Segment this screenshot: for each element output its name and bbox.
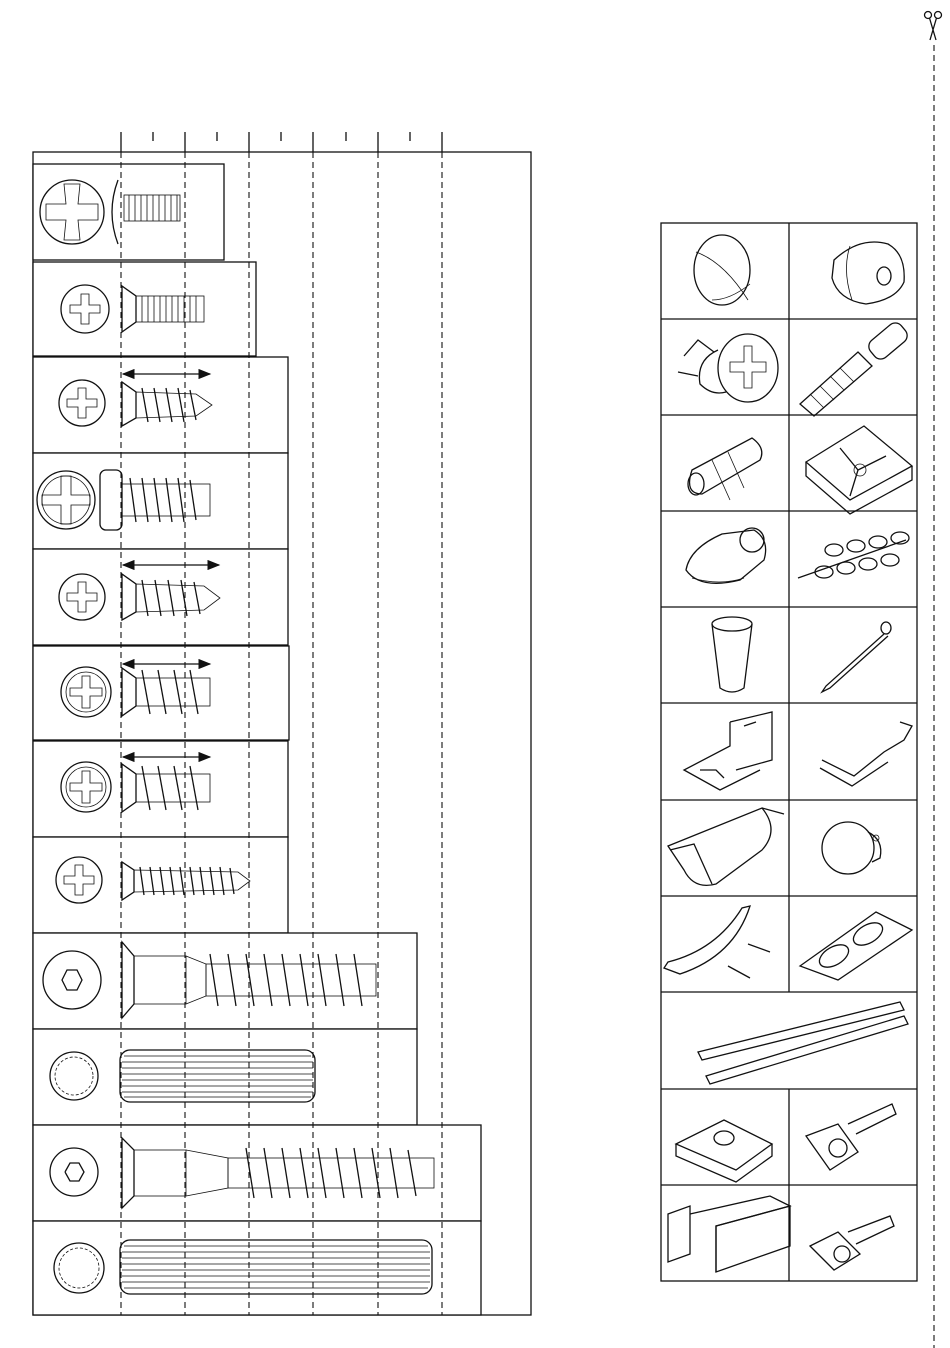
scissors-icon [925, 12, 942, 41]
allen-key-icon [820, 722, 912, 786]
cover-cap-icon [694, 235, 750, 305]
mounting-bracket-icon [668, 1196, 790, 1272]
knob-icon [822, 822, 881, 874]
wall-plug-icon [688, 438, 762, 500]
hinge-plate-icon [676, 1120, 772, 1182]
drawer-runners-icon [698, 1002, 908, 1084]
length-ruler [121, 132, 442, 152]
felt-pad-strip-icon [798, 532, 909, 578]
cam-bolt-dowel-icon [800, 320, 910, 416]
curved-bracket-with-screws-icon [664, 906, 770, 978]
row-box [33, 549, 288, 645]
shelf-support-icon [686, 528, 766, 583]
row-box [33, 164, 224, 260]
row-box [33, 933, 417, 1029]
row-box [33, 646, 289, 740]
screw-chart-rows [33, 164, 481, 1315]
concealed-hinge-small-icon [810, 1216, 894, 1270]
row-box [33, 262, 256, 356]
row-box [33, 1125, 481, 1221]
cam-lock-icon [678, 334, 778, 402]
row-box [33, 741, 288, 837]
plastic-leg-icon [712, 617, 752, 692]
row-box [33, 1029, 417, 1125]
angle-bracket-icon [684, 712, 772, 790]
round-pads-sheet-icon [800, 912, 912, 980]
row-box [33, 453, 288, 549]
door-stop-clip-icon [668, 808, 784, 885]
row-box [33, 1221, 481, 1315]
row-box [33, 357, 288, 453]
concealed-hinge-icon [806, 1104, 896, 1170]
rubber-bumper-icon [832, 242, 904, 304]
panel-pin-nail-icon [822, 622, 891, 692]
row-box [33, 837, 288, 933]
corner-block-icon [806, 426, 912, 514]
